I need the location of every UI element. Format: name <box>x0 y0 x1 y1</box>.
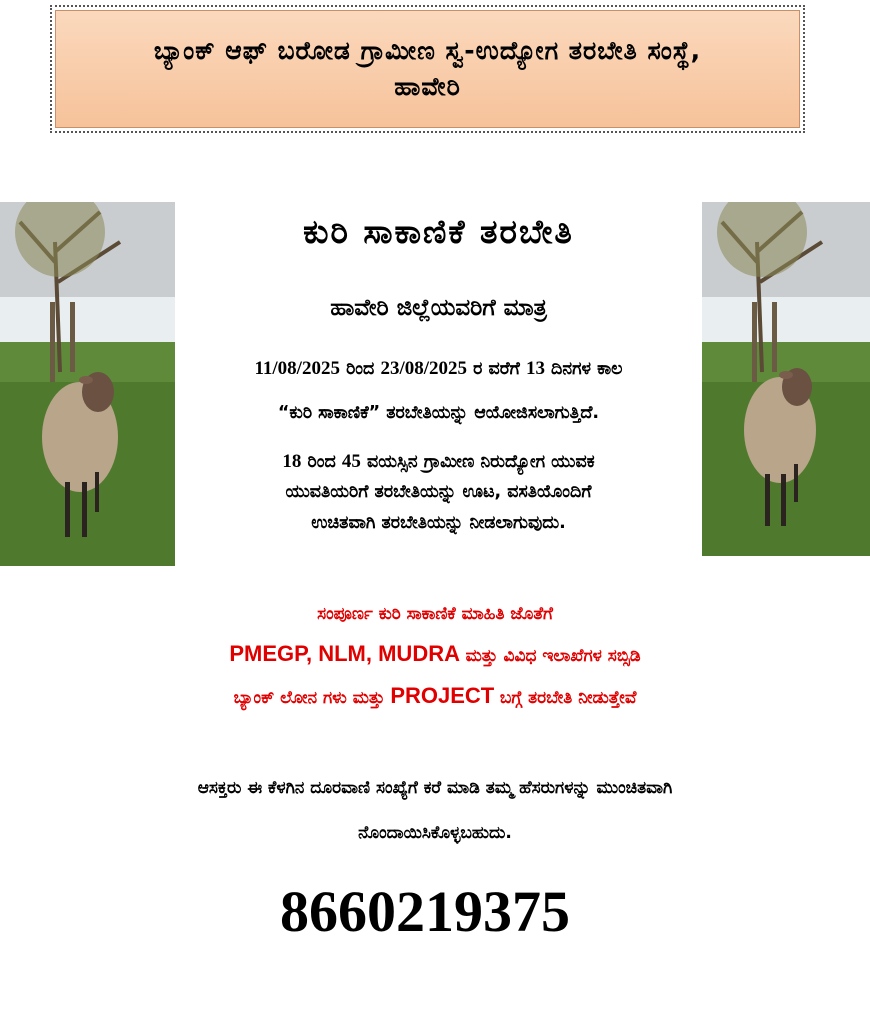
training-title: ಕುರಿ ಸಾಕಾಣಿಕೆ ತರಬೇತಿ <box>303 212 574 251</box>
info-line3-start: ಬ್ಯಾಂಕ್ ಲೋನ ಗಳು ಮತ್ತು <box>233 688 385 708</box>
days-words: ದಿನಗಳ ಕಾಲ <box>551 359 623 379</box>
end-date: 23/08/2025 <box>380 358 468 379</box>
project-text: PROJECT <box>390 683 495 708</box>
training-line2: “ಕುರಿ ಸಾಕಾಣಿಕೆ” ತರಬೇತಿಯನ್ನು ಆಯೋಜಿಸಲಾಗುತ್ತಿದೆ. <box>277 403 600 423</box>
training-subtitle: ಹಾವೇರಿ ಜಿಲ್ಲೆಯವರಿಗೆ ಮಾತ್ರ <box>330 295 547 321</box>
header-title-line2: ಹಾವೇರಿ <box>394 72 461 101</box>
header-banner <box>55 10 800 128</box>
age-min: 18 <box>282 451 302 472</box>
header-title-line1: ಬ್ಯಾಂಕ್ ಆಫ್ ಬರೋಡ ಗ್ರಾಮೀಣ ಸ್ವ-ಉದ್ಯೋಗ ತರಬೇತಿ ಸಂಸ್ಥೆ, <box>153 36 702 65</box>
info-line3 <box>0 683 870 709</box>
age-max: 45 <box>341 451 361 472</box>
age-from-word: ರಿಂದ <box>307 452 336 472</box>
info-line3-end: ಬಗ್ಗೆ ತರಬೇತಿ ನೀಡುತ್ತೇವೆ <box>499 688 637 708</box>
schemes-text: PMEGP, NLM, MUDRA <box>229 641 460 666</box>
age-rest: ವಯಸ್ಸಿನ ಗ್ರಾಮೀಣ ನಿರುದ್ಯೋಗ ಯುವಕ <box>366 452 595 472</box>
training-line4: ಯುವತಿಯರಿಗೆ ತರಬೇತಿಯನ್ನು ಊಟ, ವಸತಿಯೊಂದಿಗೆ <box>285 482 592 502</box>
to-words: ರ ವರೆಗೆ <box>473 359 520 379</box>
info-line1 <box>0 604 870 624</box>
duration-days: 13 <box>525 358 545 379</box>
start-date: 11/08/2025 <box>254 358 340 379</box>
from-word: ರಿಂದ <box>346 359 375 379</box>
contact-line2: ನೊಂದಾಯಿಸಿಕೊಳ್ಳಬಹುದು. <box>358 823 512 843</box>
sheep-photo-right <box>702 202 870 556</box>
sheep-photo-left <box>0 202 175 566</box>
contact-line1: ಆಸಕ್ತರು ಈ ಕೆಳಗಿನ ದೂರವಾಣಿ ಸಂಖ್ಯೆಗೆ ಕರೆ ಮಾಡಿ ತಮ್ಮ ಹೆಸರುಗಳನ್ನು ಮುಂಚಿತವಾಗಿ <box>197 778 673 798</box>
phone-number: 8660219375 <box>280 879 570 944</box>
eligibility-line <box>175 451 702 473</box>
info-line2-rest: ಮತ್ತು ವಿವಿಧ ಇಲಾಖೆಗಳ ಸಬ್ಸಿಡಿ <box>465 646 641 666</box>
training-line5: ಉಚಿತವಾಗಿ ತರಬೇತಿಯನ್ನು ನೀಡಲಾಗುವುದು. <box>311 513 566 533</box>
training-dates-line <box>175 358 702 380</box>
info-line1-text: ಸಂಪೂರ್ಣ ಕುರಿ ಸಾಕಾಣಿಕೆ ಮಾಹಿತಿ ಜೊತೆಗೆ <box>317 604 553 624</box>
info-line2 <box>0 641 870 667</box>
